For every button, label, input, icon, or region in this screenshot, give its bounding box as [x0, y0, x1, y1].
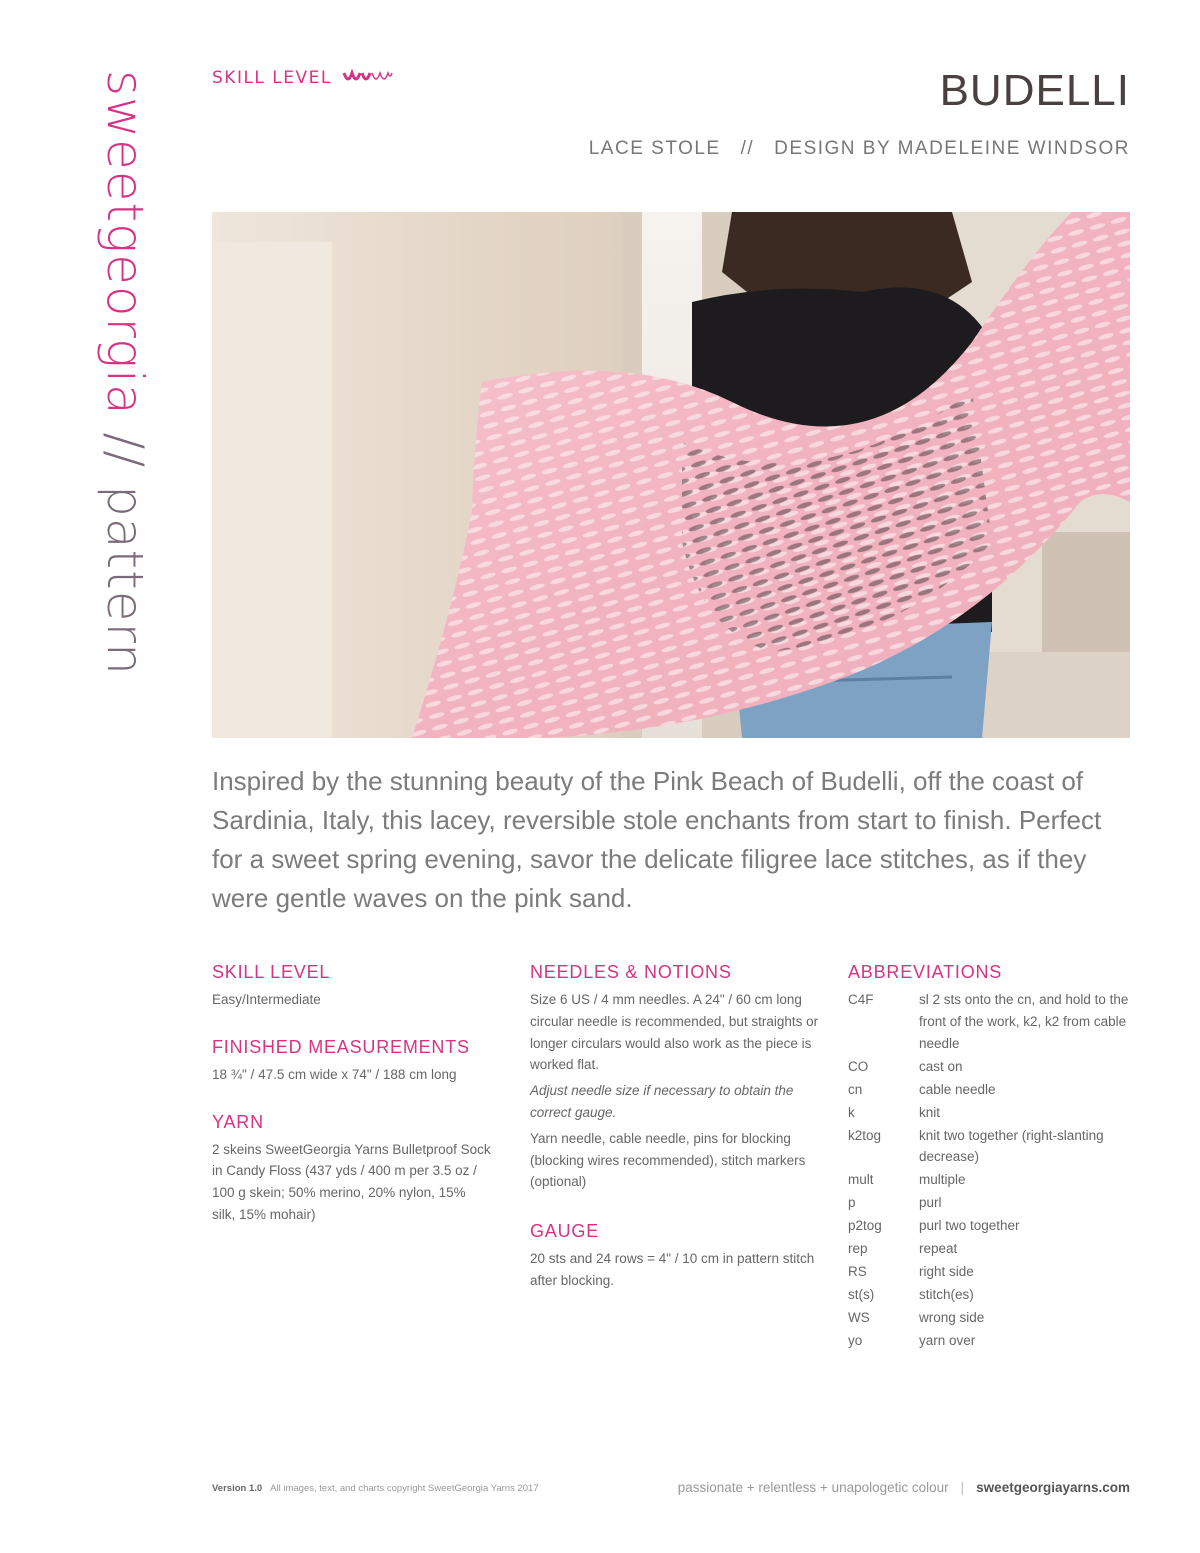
skill-level-label: SKILL LEVEL: [212, 68, 332, 88]
abbreviation-row: [848, 1102, 1138, 1124]
brand-kind: pattern: [96, 485, 154, 676]
abbreviation-row: [848, 1192, 1138, 1214]
photo-illustration: [212, 212, 1130, 738]
abbreviation-row: [848, 1238, 1138, 1260]
abbreviation-term: RS: [848, 1264, 867, 1280]
finished-measurements-heading: FINISHED MEASUREMENTS: [212, 1036, 470, 1057]
abbreviation-row: [848, 1215, 1138, 1237]
gauge-heading: GAUGE: [530, 1221, 600, 1242]
pattern-title: BUDELLI: [939, 66, 1130, 115]
abbreviation-definition: wrong side: [919, 1310, 985, 1326]
skill-level-header: [212, 68, 394, 88]
abbreviation-term: CO: [848, 1058, 869, 1074]
yarn-text: 2 skeins SweetGeorgia Yarns Bulletproof Sock in Candy Floss (437 yds / 400 m per 3.5 oz / 100 g skein; 50% merino, 20% nylon, 15% silk, 15% mohair): [212, 1141, 491, 1222]
abbreviation-definition: cable needle: [919, 1081, 996, 1097]
abbreviation-row: [848, 1284, 1138, 1306]
abbreviation-term: mult: [848, 1172, 874, 1188]
abbreviation-term: k: [848, 1104, 855, 1120]
pattern-designer: DESIGN BY MADELEINE WINDSOR: [774, 138, 1130, 159]
needles-heading: NEEDLES & NOTIONS: [530, 962, 732, 982]
abbreviation-term: rep: [848, 1241, 868, 1257]
abbreviation-definition: multiple: [919, 1172, 966, 1188]
gauge-text: 20 sts and 24 rows = 4" / 10 cm in pattern stitch after blocking.: [530, 1251, 815, 1288]
footer-copyright: [212, 1483, 539, 1494]
skill-level-text: Easy/Intermediate: [212, 992, 321, 1007]
abbreviation-term: p2tog: [848, 1218, 882, 1234]
abbreviation-row: [848, 1079, 1138, 1101]
yarn-heading: YARN: [212, 1111, 264, 1132]
pattern-type: LACE STOLE: [588, 138, 721, 159]
brand-name: sweetgeorgia: [96, 70, 154, 416]
abbreviation-definition: yarn over: [919, 1333, 976, 1349]
subtitle-separator: //: [740, 138, 755, 159]
abbreviation-definition: purl two together: [919, 1218, 1020, 1234]
finished-measurements-text: 18 ¾" / 47.5 cm wide x 74" / 188 cm long: [212, 1066, 457, 1082]
intro-paragraph: Inspired by the stunning beauty of the Pink Beach of Budelli, off the coast of Sardinia, Italy, this lacey, reversible stole enchants from start to finish. Perfect for a sweet spring evening, savor the delicate filigree lace stitches, as if they were gentle waves on the pink sand.: [212, 766, 1102, 913]
abbreviation-definition: knit: [919, 1104, 941, 1120]
abbreviation-definition: repeat: [919, 1241, 958, 1257]
copyright-text: All images, text, and charts copyright SweetGeorgia Yarns 2017: [270, 1483, 539, 1494]
abbreviation-row: [848, 1169, 1138, 1191]
version-label: Version 1.0: [212, 1483, 263, 1494]
abbreviation-definition: stitch(es): [919, 1287, 974, 1303]
abbreviation-row: [848, 1125, 1138, 1169]
notions-text: Yarn needle, cable needle, pins for blocking (blocking wires recommended), stitch markers (optional): [530, 1130, 806, 1190]
model-wearing-pink-lace-stole-photo: [212, 212, 1130, 738]
pattern-subtitle: [589, 138, 1130, 160]
abbreviation-term: p: [848, 1195, 856, 1211]
needles-gauge-note: Adjust needle size if necessary to obtain the correct gauge.: [530, 1083, 794, 1120]
column-middle: [530, 962, 820, 1296]
abbreviation-term: st(s): [848, 1287, 875, 1303]
abbreviation-row: [848, 989, 1138, 1054]
abbreviation-definition: right side: [919, 1264, 974, 1280]
abbreviation-term: WS: [848, 1310, 870, 1326]
abbreviation-term: k2tog: [848, 1127, 882, 1143]
abbreviation-definition: knit two together (right-slanting decrease): [919, 1127, 1104, 1165]
footer-divider: |: [960, 1480, 965, 1495]
column-right: [848, 962, 1138, 1353]
abbreviation-term: C4F: [848, 992, 874, 1007]
brand-vertical: [96, 70, 156, 750]
brand-separator: //: [96, 415, 154, 486]
skill-level-heading: SKILL LEVEL: [212, 962, 331, 982]
needles-text: Size 6 US / 4 mm needles. A 24" / 60 cm long circular needle is recommended, but straights or longer circulars would also work as the piece is worked flat.: [530, 992, 819, 1073]
abbreviation-row: [848, 1307, 1138, 1329]
column-left: [212, 962, 492, 1230]
abbreviation-row: [848, 1330, 1138, 1352]
abbreviation-definition: sl 2 sts onto the cn, and hold to the front of the work, k2, k2 from cable needle: [919, 992, 1129, 1051]
abbreviation-term: cn: [848, 1081, 863, 1097]
abbreviation-row: [848, 1056, 1138, 1078]
footer-tagline: [678, 1480, 1130, 1495]
abbreviation-row: [848, 1261, 1138, 1283]
tagline-text: passionate + relentless + unapologetic colour: [677, 1480, 949, 1495]
yarn-skill-level-icon: [342, 69, 394, 87]
website-link[interactable]: sweetgeorgiayarns.com: [976, 1480, 1130, 1495]
abbreviations-list: [848, 989, 1138, 1352]
abbreviation-definition: cast on: [919, 1058, 963, 1074]
abbreviation-term: yo: [848, 1333, 863, 1349]
abbreviation-definition: purl: [919, 1195, 942, 1211]
abbreviations-heading: ABBREVIATIONS: [848, 962, 1003, 982]
